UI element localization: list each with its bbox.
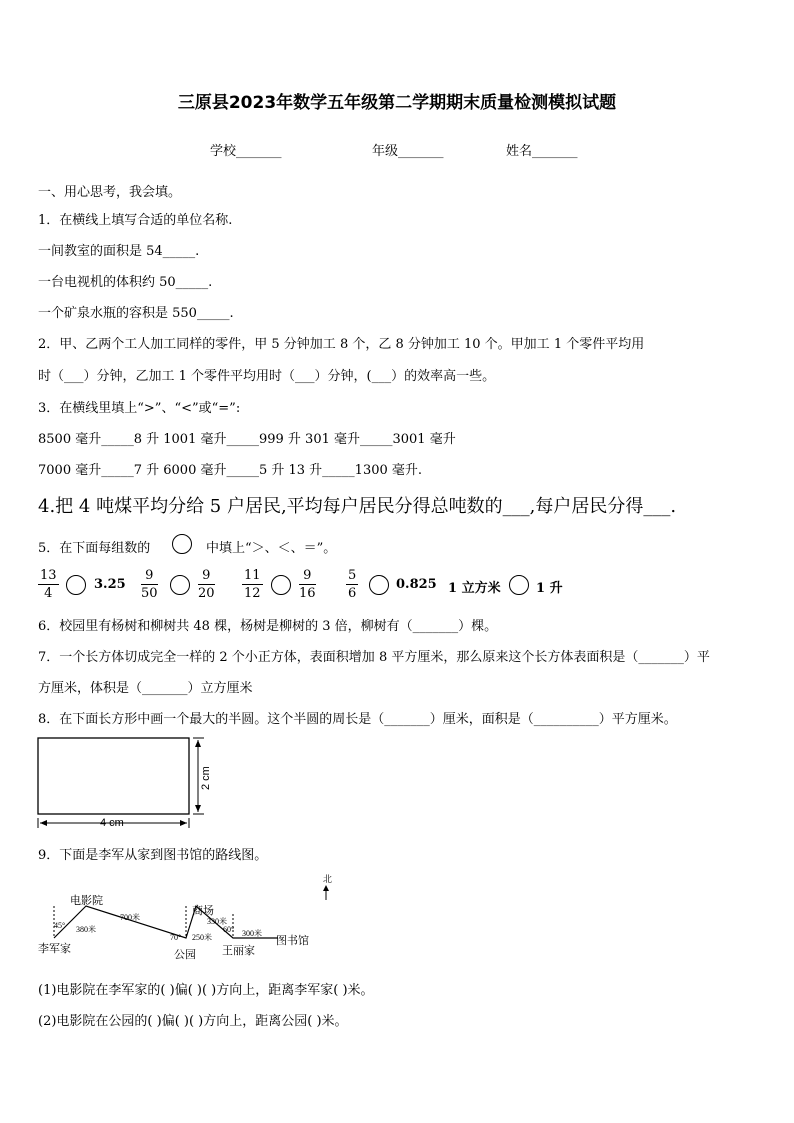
name-field: 姓名_______ (506, 144, 578, 159)
q5-stem-a: 5．在下面每组数的 (38, 541, 151, 556)
north-label: 北 (323, 874, 333, 884)
compare-value: 3.25 (94, 577, 126, 592)
q4-text: 4.把 4 吨煤平均分给 5 户居民,平均每户居民分得总吨数的___,每户居民分得___. (38, 496, 677, 517)
fraction (346, 567, 358, 602)
numerator: 9 (141, 567, 158, 585)
numerator: 9 (198, 567, 215, 585)
distance-label: 380米 (76, 925, 96, 934)
fraction (38, 567, 59, 602)
fraction (141, 567, 158, 602)
compare-circle-icon (369, 575, 389, 595)
denominator: 6 (348, 586, 357, 601)
fraction (198, 567, 215, 602)
denominator: 16 (299, 586, 316, 601)
distance-label: 300米 (242, 929, 262, 938)
distance-label: 700米 (120, 913, 140, 922)
grade-field: 年级_______ (372, 144, 444, 159)
school-field: 学校_______ (210, 144, 282, 159)
q9-stem: 9．下面是李军从家到图书馆的路线图。 (38, 848, 268, 863)
compare-circle-icon (509, 575, 529, 595)
cinema-label: 电影院 (70, 895, 103, 907)
q6-text: 6．校园里有杨树和柳树共 48 棵，杨树是柳树的 3 倍，柳树有（_______）棵。 (38, 619, 498, 634)
denominator: 4 (44, 586, 53, 601)
compare-circle-icon (66, 575, 86, 595)
height-label: 2 cm (200, 766, 212, 790)
home-label: 李军家 (38, 943, 71, 955)
q7-line1: 7．一个长方体切成完全一样的 2 个小正方体，表面积增加 8 平方厘米，那么原来这个长方体表面积是（_______）平 (38, 650, 710, 665)
q1-b: 一台电视机的体积约 50_____. (38, 275, 213, 290)
q1-c: 一个矿泉水瓶的容积是 550_____. (38, 306, 234, 321)
fraction (242, 567, 263, 602)
q3-line2: 7000 毫升_____7 升 6000 毫升_____5 升 13 升_____1300 毫升. (38, 463, 423, 478)
q2-line1: 2．甲、乙两个工人加工同样的零件，甲 5 分钟加工 8 个，乙 8 分钟加工 10 个。甲加工 1 个零件平均用 (38, 337, 645, 352)
angle-label: 60° (223, 925, 235, 934)
blank-circle-icon (172, 534, 192, 554)
q9-sub1: (1)电影院在李军家的( )偏( )( )方向上，距离李军家( )米。 (38, 983, 374, 998)
fraction (299, 567, 316, 602)
compare-circle-icon (271, 575, 291, 595)
page-title: 三原县2023年数学五年级第二学期期末质量检测模拟试题 (177, 93, 617, 113)
denominator: 50 (141, 586, 158, 601)
numerator: 11 (244, 568, 261, 583)
rectangle-diagram (30, 730, 240, 830)
numerator: 5 (348, 568, 357, 583)
route-map (30, 868, 350, 968)
q3-line1: 8500 毫升_____8 升 1001 毫升_____999 升 301 毫升_____3001 毫升 (38, 432, 456, 447)
q8-stem: 8．在下面长方形中画一个最大的半圆。这个半圆的周长是（_______）厘米，面积是（__________）平方厘米。 (38, 712, 677, 727)
q1-a: 一间教室的面积是 54_____. (38, 244, 200, 259)
section-heading: 一、用心思考，我会填。 (38, 185, 182, 200)
library-label: 图书馆 (276, 935, 309, 947)
q3-stem: 3．在横线里填上“>”、“<”或“=”: (38, 401, 241, 416)
angle-label: 45° (54, 921, 66, 930)
north-arrow-icon (323, 885, 329, 891)
compare-circle-icon (170, 575, 190, 595)
distance-label: 330米 (207, 917, 227, 926)
numerator: 13 (40, 568, 57, 583)
q7-line2: 方厘米，体积是（_______）立方厘米 (38, 681, 253, 696)
width-label: 4 cm (100, 817, 124, 829)
distance-label: 250米 (192, 933, 212, 942)
wang-home-label: 王丽家 (222, 945, 255, 957)
compare-value: 0.825 (396, 577, 437, 592)
denominator: 12 (244, 586, 261, 601)
q1-stem: 1．在横线上填写合适的单位名称. (38, 213, 233, 228)
compare-value: 1 升 (536, 581, 563, 596)
denominator: 20 (198, 586, 215, 601)
market-label: 商场 (192, 905, 214, 917)
numerator: 9 (299, 567, 316, 585)
compare-value: 1 立方米 (448, 581, 501, 596)
park-label: 公园 (174, 949, 196, 961)
q5-stem-b: 中填上“＞、＜、＝”。 (206, 541, 337, 556)
q2-line2: 时（___）分钟，乙加工 1 个零件平均用时（___）分钟，(___）的效率高一些。 (38, 369, 496, 384)
angle-label: 70° (170, 933, 182, 942)
q9-sub2: (2)电影院在公园的( )偏( )( )方向上，距离公园( )米。 (38, 1014, 348, 1029)
